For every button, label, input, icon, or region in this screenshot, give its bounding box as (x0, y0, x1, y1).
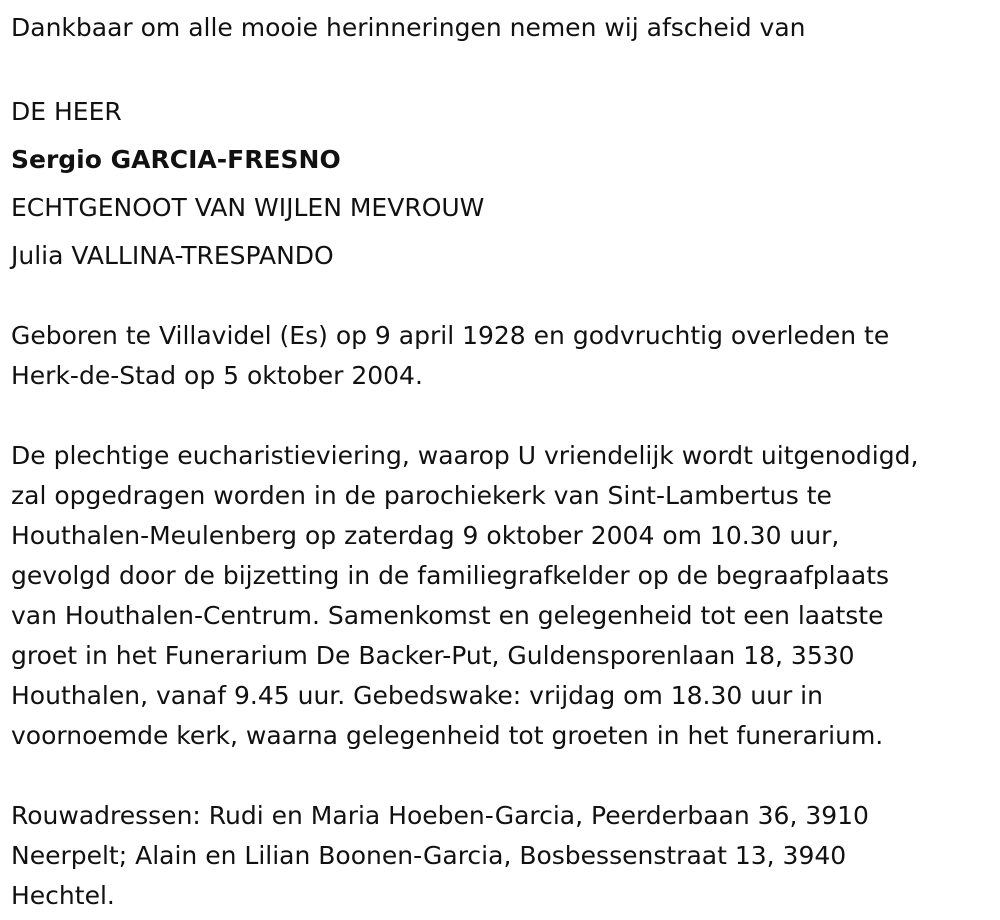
paragraph-line: Geboren te Villavidel (Es) op 9 april 1928 en godvruchtig overleden te (11, 321, 890, 350)
spacer (11, 396, 986, 436)
spacer (11, 48, 986, 88)
paragraph-line: Herk-de-Stad op 5 oktober 2004. (11, 361, 423, 390)
paragraph-line: Hechtel. (11, 881, 115, 910)
spouse-title: ECHTGENOOT VAN WIJLEN MEVROUW (11, 193, 485, 222)
spacer (11, 756, 986, 796)
birth-death-paragraph (11, 316, 986, 396)
spacer (11, 276, 986, 316)
spouse-name: Julia VALLINA-TRESPANDO (11, 241, 334, 270)
intro-text: Dankbaar om alle mooie herinneringen nemen wij afscheid van (11, 13, 806, 42)
paragraph-line: van Houthalen-Centrum. Samenkomst en gelegenheid tot een laatste (11, 601, 884, 630)
paragraph-line: De plechtige eucharistieviering, waarop U vriendelijk wordt uitgenodigd, (11, 441, 919, 470)
ceremony-paragraph (11, 436, 986, 756)
paragraph-line: zal opgedragen worden in de parochiekerk van Sint-Lambertus te (11, 481, 832, 510)
title-prefix: DE HEER (11, 97, 122, 126)
paragraph-line: voornoemde kerk, waarna gelegenheid tot groeten in het funerarium. (11, 721, 884, 750)
addresses-paragraph (11, 796, 986, 916)
paragraph-line: gevolgd door de bijzetting in de familiegrafkelder op de begraafplaats (11, 561, 890, 590)
paragraph-line: Houthalen, vanaf 9.45 uur. Gebedswake: vrijdag om 18.30 uur in (11, 681, 823, 710)
paragraph-line: Houthalen-Meulenberg op zaterdag 9 oktober 2004 om 10.30 uur, (11, 521, 840, 550)
paragraph-line: groet in het Funerarium De Backer-Put, Guldensporenlaan 18, 3530 (11, 641, 855, 670)
paragraph-line: Rouwadressen: Rudi en Maria Hoeben-Garcia, Peerderbaan 36, 3910 (11, 801, 869, 830)
obituary-notice (11, 8, 986, 916)
deceased-name: Sergio GARCIA-FRESNO (11, 145, 341, 174)
paragraph-line: Neerpelt; Alain en Lilian Boonen-Garcia, Bosbessenstraat 13, 3940 (11, 841, 847, 870)
